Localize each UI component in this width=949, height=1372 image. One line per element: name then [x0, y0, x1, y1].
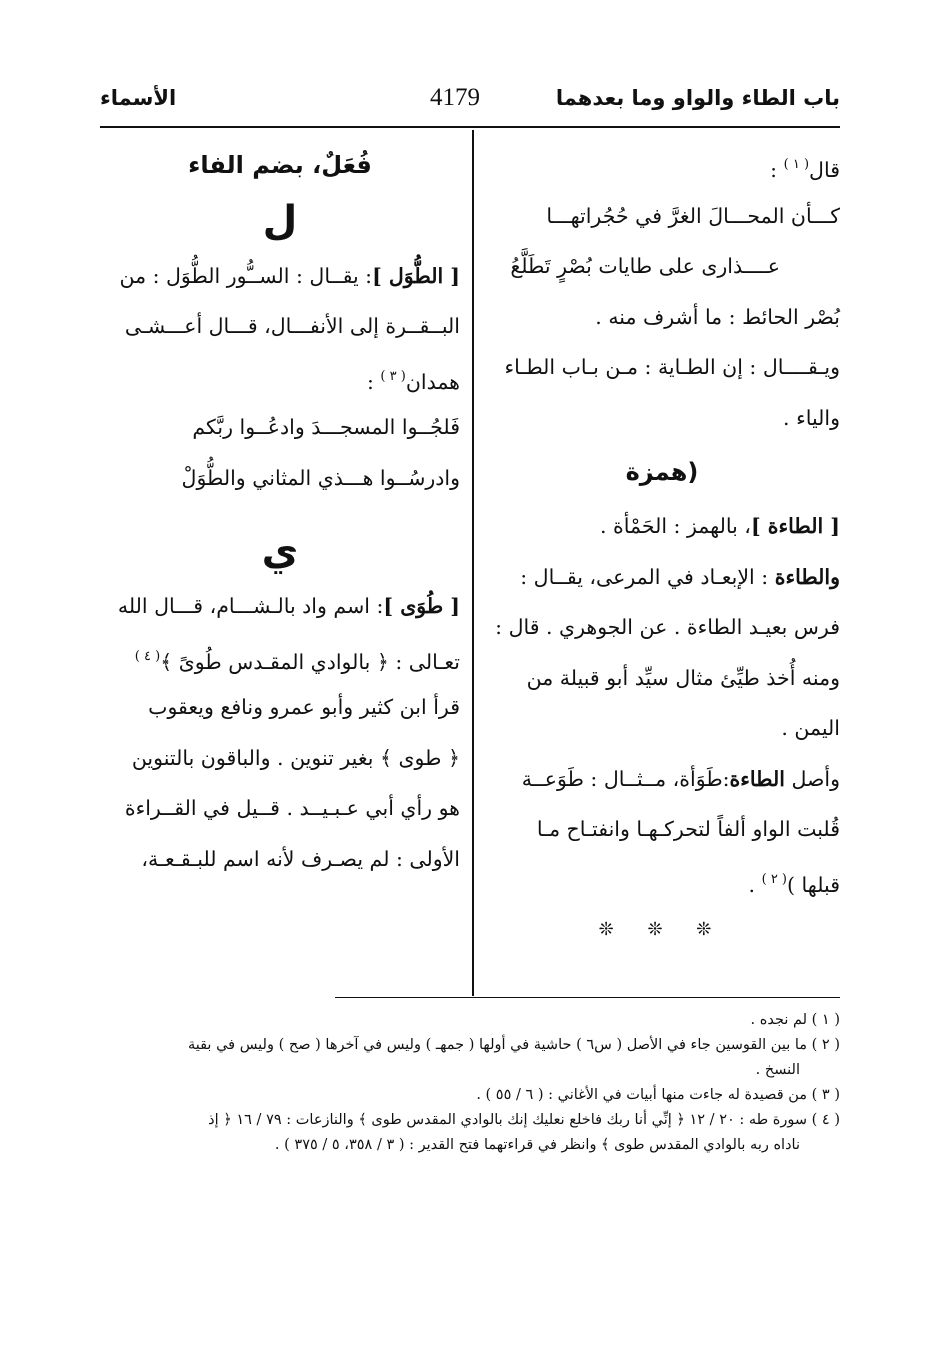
entry-term: [ الطاءة ] [750, 514, 840, 538]
text-line [100, 352, 460, 403]
text: : [770, 158, 778, 182]
text: :طَوَأة، مــثــال : طَوَعــة [521, 766, 730, 791]
text-line: الأولى : لم يصـرف لأنه اسم للبـقـعـة، [141, 846, 460, 871]
footnote: ( ٣ ) من قصيدة له جاءت منها أبيات في الأغاني : ( ٦ / ٥٥ ) . [476, 1087, 840, 1103]
verse-line: عــــذارى على طايات بُصْرٍ تَطَلَّعُ [510, 254, 780, 278]
text-line: هو رأي أبي عـبـيــد . قــيل في القــراءة [124, 796, 460, 820]
verse-line: كـــأن المحـــالَ الغرَّ في حُجُراتهـــا [546, 203, 840, 228]
entry-term: والطاءة [774, 564, 840, 589]
page-number: 4179 [430, 84, 480, 111]
text: ، بالهمز : الحَمْأة . [600, 514, 751, 538]
text: همدان [405, 369, 460, 394]
text-line: ومنه أُخذ طيِّئ مثال سيِّد أبو قبيلة من [526, 665, 840, 690]
text-line [484, 754, 840, 805]
footnote-ref: ( ٣ ) [380, 368, 406, 384]
text-line [484, 342, 840, 393]
footnote-ref: ( ٤ ) [134, 648, 161, 664]
running-header [100, 86, 840, 126]
header-chapter-title: باب الطاء والواو وما بعدهما [555, 86, 840, 110]
verse-line: فَلجُــوا المسجـــدَ وادعُــوا ربَّكم [192, 415, 460, 439]
text-line [484, 140, 840, 191]
text-line [484, 855, 840, 906]
section-heading: (همزة [625, 458, 699, 486]
text: : الإبعـاد في المرعى، يقــال : [520, 564, 769, 589]
text: قال [809, 158, 840, 182]
text-line [100, 581, 460, 632]
text: . [748, 872, 756, 897]
left-column [100, 140, 460, 884]
footnotes [100, 1008, 840, 1158]
text: قبلها ) [787, 872, 840, 897]
footnote-ref: ( ٢ ) [761, 871, 788, 887]
text-line: اليمن . [781, 716, 840, 740]
entry-term: [ الطُّوَل ] [372, 263, 460, 288]
text-line: والياء . [783, 405, 840, 430]
verse-line: وادرسُــوا هـــذي المثاني والطُّوَلْ [181, 465, 460, 490]
text: : يقــال : الســُّور الطُّوَل : من [119, 263, 373, 288]
text-line [100, 251, 460, 302]
footnote-continuation: النسخ . [755, 1062, 800, 1078]
text: وأصل [791, 766, 840, 791]
text-line [484, 552, 840, 603]
text-line: ﴿ طوى ﴾ بغير تنوين . والباقون بالتنوين [131, 745, 460, 770]
text: ويـقــــال : إن الطـاية : مـن بـاب الطـاء [504, 355, 840, 379]
header-section-title: الأسماء [100, 86, 177, 110]
footnote-ref: ( ١ ) [783, 157, 810, 172]
text-line [100, 632, 460, 683]
footnote-rule [335, 997, 840, 998]
text: : [366, 369, 374, 394]
column-separator [472, 130, 474, 996]
entry-term: [ طُوَى ] [383, 594, 460, 618]
text-line: بُصْر الحائط : ما أشرف منه . [595, 304, 840, 329]
text: تعـالى : ﴿ بالوادي المقـدس طُوىً ﴾ [160, 649, 460, 674]
header-rule [100, 126, 840, 128]
text-line: قرأ ابن كثير وأبو عمرو ونافع ويعقوب [148, 695, 460, 719]
text-line: قُلبت الواو ألفاً لتحركـهـا وانفتـاح مـا [536, 817, 840, 841]
spacer [100, 503, 460, 521]
footnote: ( ١ ) لم نجده . [750, 1012, 840, 1028]
entry-term: الطاءة [729, 766, 785, 791]
right-column [484, 140, 840, 956]
footnote: ( ٤ ) سورة طه : ٢٠ / ١٢ ﴿ إنِّي أنا ربك فاخلع نعليك إنك بالوادي المقدس طوى ﴾ والنازعات : ٧٩ / ١٦ ﴿ إذ [208, 1112, 840, 1128]
section-divider-stars: ❊ ❊ ❊ [598, 919, 726, 940]
footnote-continuation: ناداه ربه بالوادي المقدس طوى ﴾ وانظر في قراءتهما فتح القدير : ( ٣ / ٣٥٨، ٥ / ٣٧٥ ) . [274, 1137, 800, 1153]
letter-heading: ل [262, 197, 298, 244]
text-line: البــقــرة إلى الأنفـــال، قـــال أعـــشـى [124, 314, 460, 338]
text-line [484, 501, 840, 552]
letter-heading: ي [261, 528, 299, 574]
text: : اسم واد بالـشـــام، قـــال الله [117, 594, 384, 618]
section-heading: فُعَلٌ، بضم الفاء [188, 151, 372, 179]
text-line: فرس بعيـد الطاءة . عن الجوهري . قال : [495, 615, 840, 639]
footnote: ( ٢ ) ما بين القوسين جاء في الأصل ( س٦ ) حاشية في أولها ( جمهـ ) وليس في آخرها ( صح ) وليس في بقية [187, 1037, 840, 1053]
